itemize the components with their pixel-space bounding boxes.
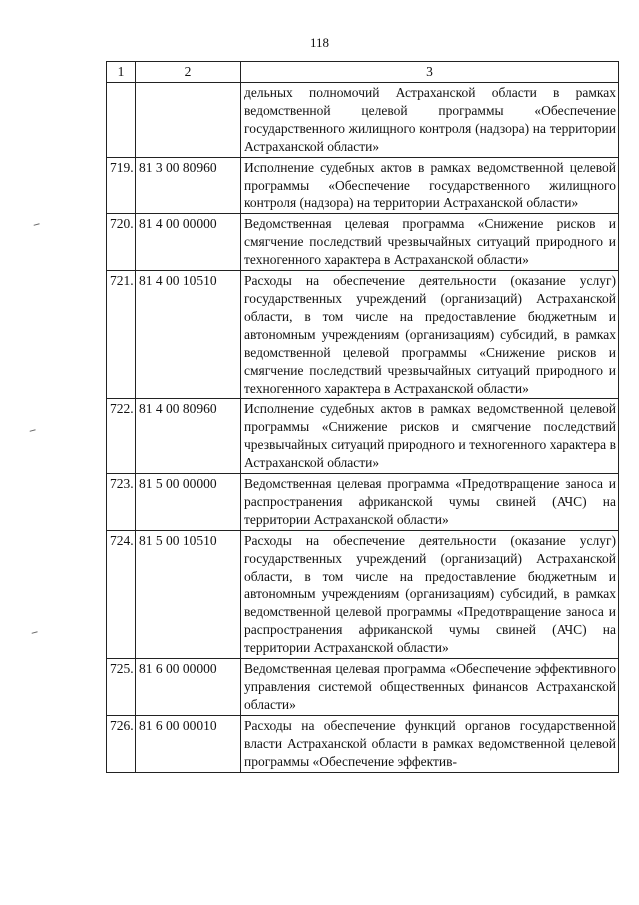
row-text-cell: дельных полномочий Астраханской области в рамках ведомственной целевой программы «Обеспечение государственного жилищного контроля (надзора) на территории Астраханской области» — [241, 83, 619, 158]
table-header-row — [107, 62, 619, 83]
row-text-cell: Расходы на обеспечение деятельности (оказание услуг) государственных учреждений (организаций) Астраханской области, в том числе на предоставление бюджетным и автономным учреждениям (организациям) субсидий, в рамках ведомственной целевой программы «Предотвращение заноса и распространения африканской чумы свиней (АЧС) на территории Астраханской области» — [241, 530, 619, 658]
row-code-cell: 81 6 00 00000 — [136, 659, 241, 716]
row-number-cell: 724. — [107, 530, 136, 658]
header-cell: 3 — [241, 62, 619, 83]
table-row — [107, 214, 619, 271]
row-text-cell: Расходы на обеспечение деятельности (оказание услуг) государственных учреждений (организаций) Астраханской области, в том числе на предоставление бюджетным и автономным учреждениям (организациям) субсидий, в рамках ведомственной целевой программы «Снижение рисков и смягчение последствий чрезвычайных ситуаций природного и техногенного характера в Астраханской области» — [241, 271, 619, 399]
row-code-cell: 81 4 00 10510 — [136, 271, 241, 399]
row-number-cell: 722. — [107, 399, 136, 474]
scan-mark — [30, 429, 37, 434]
row-code-cell: 81 4 00 00000 — [136, 214, 241, 271]
row-code-cell — [136, 83, 241, 158]
row-text-cell: Ведомственная целевая программа «Обеспечение эффективного управления системой общественных финансов Астраханской области» — [241, 659, 619, 716]
table-row — [107, 83, 619, 158]
row-text-cell: Расходы на обеспечение функций органов государственной власти Астраханской области в рамках ведомственной целевой программы «Обеспечение эффектив- — [241, 715, 619, 772]
row-number-cell: 720. — [107, 214, 136, 271]
table-row — [107, 157, 619, 214]
row-number-cell: 719. — [107, 157, 136, 214]
header-cell: 1 — [107, 62, 136, 83]
header-cell: 2 — [136, 62, 241, 83]
row-number-cell: 726. — [107, 715, 136, 772]
row-text-cell: Исполнение судебных актов в рамках ведомственной целевой программы «Обеспечение государственного жилищного контроля (надзора) на территории Астраханской области» — [241, 157, 619, 214]
row-text-cell: Исполнение судебных актов в рамках ведомственной целевой программы «Снижение рисков и смягчение последствий чрезвычайных ситуаций природного и техногенного характера в Астраханской области» — [241, 399, 619, 474]
page-number: 118 — [309, 35, 330, 50]
table-row — [107, 659, 619, 716]
row-code-cell: 81 4 00 80960 — [136, 399, 241, 474]
table-row — [107, 530, 619, 658]
row-number-cell: 725. — [107, 659, 136, 716]
row-code-cell: 81 6 00 00010 — [136, 715, 241, 772]
row-text-cell: Ведомственная целевая программа «Предотвращение заноса и распространения африканской чумы свиней (АЧС) на территории Астраханской области» — [241, 474, 619, 531]
scan-mark — [34, 223, 41, 228]
row-code-cell: 81 5 00 00000 — [136, 474, 241, 531]
row-number-cell: 723. — [107, 474, 136, 531]
table-row — [107, 271, 619, 399]
table-row — [107, 715, 619, 772]
table-row — [107, 399, 619, 474]
table-row — [107, 474, 619, 531]
row-number-cell: 721. — [107, 271, 136, 399]
row-code-cell: 81 5 00 10510 — [136, 530, 241, 658]
row-code-cell: 81 3 00 80960 — [136, 157, 241, 214]
row-number-cell — [107, 83, 136, 158]
row-text-cell: Ведомственная целевая программа «Снижение рисков и смягчение последствий чрезвычайных ситуаций природного и техногенного характера в Астраханской области» — [241, 214, 619, 271]
budget-table — [106, 61, 619, 773]
scan-mark — [32, 631, 39, 636]
